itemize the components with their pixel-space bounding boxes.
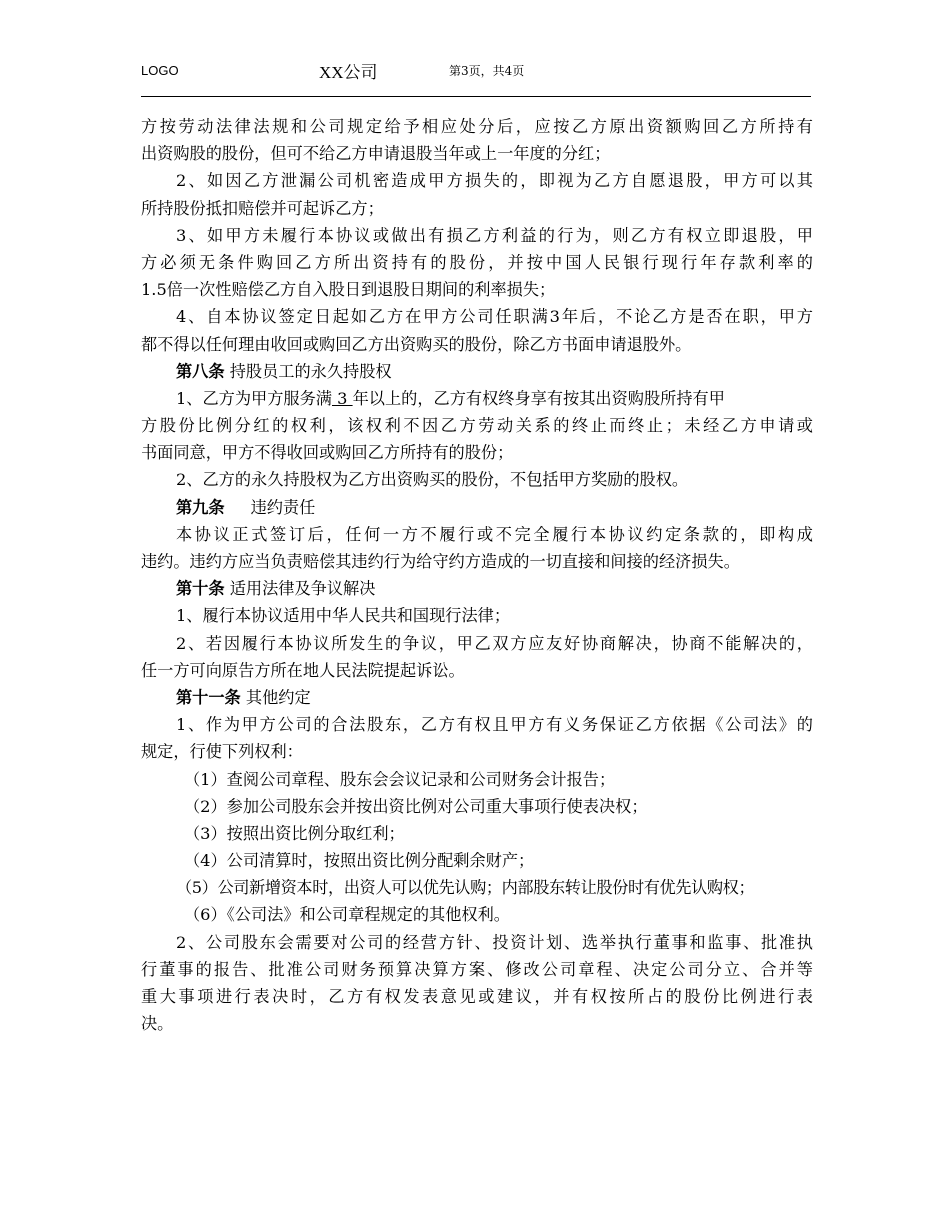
article-number: 第八条	[176, 361, 225, 381]
paragraph-line: 方股份比例分红的权利，该权利不因乙方劳动关系的终止而终止；未经乙方申请或	[141, 416, 813, 436]
logo: LOGO	[141, 63, 179, 78]
paragraph-line: 行董事的报告、批准公司财务预算决算方案、修改公司章程、决定公司分立、合并等	[141, 959, 813, 979]
paragraph-line: 都不得以任何理由收回或购回乙方出资购买的股份，除乙方书面申请退股外。	[141, 334, 692, 354]
article-heading	[141, 494, 813, 521]
paragraph-line: 1.5倍一次性赔偿乙方自入股日到退股日期间的利率损失；	[141, 280, 556, 300]
service-years-field: 3	[332, 388, 353, 408]
paragraph-line	[141, 385, 813, 412]
article-heading	[141, 575, 813, 602]
paragraph-line: 2、如因乙方泄漏公司机密造成甲方损失的，即视为乙方自愿退股，甲方可以其	[176, 171, 813, 191]
paragraph-line: 书面同意，甲方不得收回或购回乙方所持有的股份；	[141, 443, 514, 463]
paragraph-line: 出资购股的股份，但可不给乙方申请退股当年或上一年度的分红；	[141, 144, 611, 164]
paragraph-line: 所持股份抵扣赔偿并可起诉乙方；	[141, 198, 384, 218]
text-segment: 1、乙方为甲方服务满	[176, 388, 332, 408]
paragraph-line: 1、履行本协议适用中华人民共和国现行法律；	[176, 606, 511, 626]
article-number: 第十一条	[176, 687, 241, 707]
paragraph-line: 方必须无条件购回乙方所出资持有的股份，并按中国人民银行现行年存款利率的	[141, 252, 813, 272]
document-body	[141, 113, 813, 1037]
paragraph-line: 2、乙方的永久持股权为乙方出资购买的股份，不包括甲方奖励的股权。	[176, 470, 689, 490]
article-heading	[141, 358, 813, 385]
article-number: 第九条	[176, 497, 225, 517]
list-item: （4）公司清算时，按照出资比例分配剩余财产；	[184, 851, 535, 871]
list-item: （3）按照出资比例分取红利；	[184, 823, 405, 843]
paragraph-line: 重大事项进行表决时，乙方有权发表意见或建议，并有权按所占的股份比例进行表	[141, 987, 813, 1006]
paragraph-line: 本协议正式签订后，任何一方不履行或不完全履行本协议约定条款的，即构成	[176, 524, 813, 544]
article-title: 持股员工的永久持股权	[229, 361, 392, 381]
list-item: （5）公司新增资本时，出资人可以优先认购；内部股东转让股份时有优先认购权；	[176, 878, 755, 898]
article-title: 其他约定	[245, 687, 311, 707]
company-name: XX公司	[319, 63, 378, 82]
page-header	[141, 58, 809, 96]
paragraph-line: 规定，行使下列权利：	[141, 742, 303, 762]
article-title: 适用法律及争议解决	[229, 579, 376, 599]
paragraph-line: 3、如甲方未履行本协议或做出有损乙方利益的行为，则乙方有权立即退股，甲	[176, 225, 813, 245]
paragraph-line: 4、自本协议签定日起如乙方在甲方公司任职满3年后，不论乙方是否在职，甲方	[176, 307, 813, 327]
paragraph-line: 2、公司股东会需要对公司的经营方针、投资计划、选举执行董事和监事、批准执	[176, 932, 813, 952]
paragraph-line: 任一方可向原告方所在地人民法院提起诉讼。	[141, 660, 465, 680]
list-item: （1）查阅公司章程、股东会会议记录和公司财务会计报告；	[184, 769, 616, 789]
page-number: 第3页，共4页	[449, 64, 525, 78]
text-segment: 年以上的，乙方有权终身享有按其出资购股所持有甲	[352, 388, 725, 408]
paragraph-line: 1、作为甲方公司的合法股东，乙方有权且甲方有义务保证乙方依据《公司法》的	[176, 715, 813, 735]
list-item: （6）《公司法》和公司章程规定的其他权利。	[184, 905, 510, 925]
list-item: （2）参加公司股东会并按出资比例对公司重大事项行使表决权；	[184, 796, 648, 816]
paragraph-line: 决。	[141, 1014, 174, 1034]
paragraph-line: 2、若因履行本协议所发生的争议，甲乙双方应友好协商解决，协商不能解决的，	[176, 633, 813, 653]
paragraph-line: 违约。违约方应当负责赔偿其违约行为给守约方造成的一切直接和间接的经济损失。	[141, 552, 740, 571]
article-title: 违约责任	[250, 497, 316, 517]
article-heading	[141, 684, 813, 711]
paragraph-line: 方按劳动法律法规和公司规定给予相应处分后，应按乙方原出资额购回乙方所持有	[141, 117, 813, 136]
header-divider	[141, 96, 811, 97]
article-number: 第十条	[176, 579, 225, 599]
